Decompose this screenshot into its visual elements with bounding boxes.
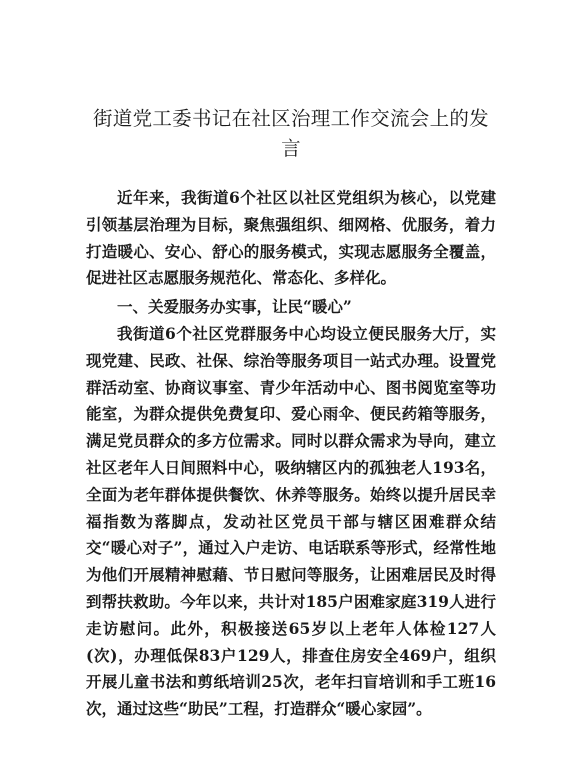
intro-paragraph: 近年来，我街道6个社区以社区党组织为核心，以党建引领基层治理为目标，聚焦强组织、细网格、优服务，着力打造暖心、安心、舒心的服务模式，实现志愿服务全覆盖，促进社区志愿服务规范化、常态化、多样化。 (86, 188, 496, 288)
section-body-1: 我街道6个社区党群服务中心均设立便民服务大厅，实现党建、民政、社保、综治等服务项目一站式办理。设置党群活动室、协商议事室、青少年活动中心、图书阅览室等功能室，为群众提供免费复印、爱心雨伞、便民药箱等服务，满足党员群众的多方位需求。同时以群众需求为导向，建立社区老年人日间照料中心，吸纳辖区内的孤独老人193名，全面为老年群体提供餐饮、休养等服务。始终以提升居民幸福指数为落脚点，发动社区党员干部与辖区困难群众结交“暖心对子”，通过入户走访、电话联系等形式，经常性地为他们开展精神慰藉、节日慰问等服务，让困难居民及时得到帮扶救助。今年以来，共计对185户困难家庭319人进行走访慰问。此外，积极接送65岁以上老年人体检127人(次)，办理低保83户129人，排查住房安全469户，组织开展儿童书法和剪纸培训25次，老年扫盲培训和手工班16次，通过这些“助民”工程，打造群众“暖心家园”。 (86, 323, 496, 719)
section-heading-1: 一、关爱服务办实事，让民“暖心” (117, 297, 352, 317)
document-title: 街道党工委书记在社区治理工作交流会上的发言 (92, 107, 489, 160)
